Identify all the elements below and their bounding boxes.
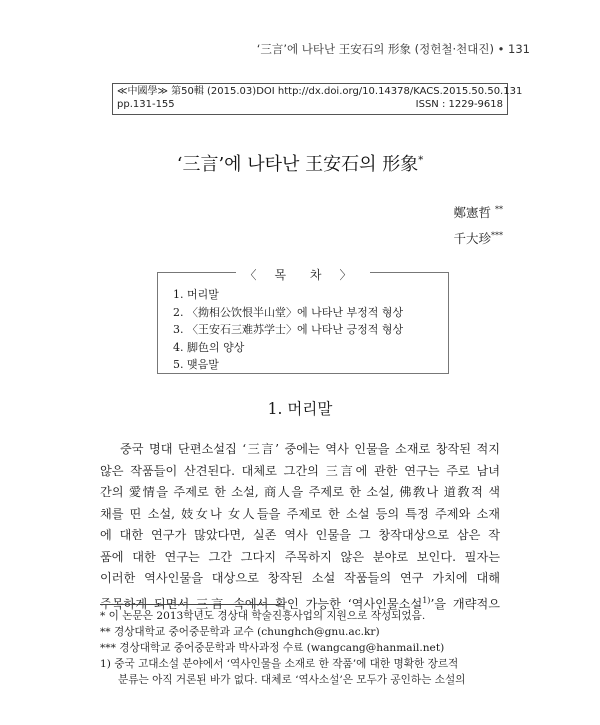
- doi-link[interactable]: DOI http://dx.doi.org/10.14378/KACS.2015.50.50.131: [256, 86, 523, 97]
- footnote-ref[interactable]: 1): [422, 595, 431, 605]
- toc-heading-text: 〈 목 차 〉: [236, 268, 369, 282]
- running-header: ‘三言’에 나타난 王安石의 形象 (정헌철·천대진) • 131: [256, 42, 530, 56]
- paper-title: [0, 150, 600, 176]
- body-line: 않은 작품들이 산견된다. 대체로 그간의 三言에 관한 연구는 주로 남녀: [100, 463, 500, 478]
- body-line: 이러한 역사인물을 대상으로 창작된 소설 작품들의 연구 가치에 대해: [100, 571, 500, 585]
- footnote-divider: [100, 604, 285, 605]
- section-heading: 1. 머리말: [267, 400, 333, 418]
- title-footnote-mark: *: [418, 155, 424, 166]
- body-line-part: 주목하게 되면서 三言 속에서 확인 가능한 ‘역사인물소설: [100, 596, 423, 611]
- body-paragraph: [100, 439, 500, 615]
- toc-list: [173, 286, 403, 374]
- author-name: 鄭憲哲: [453, 205, 492, 221]
- author: [453, 198, 503, 224]
- toc-item: 2. 〈拗相公饮恨半山堂〉에 나타난 부정적 형상: [173, 305, 404, 319]
- body-line: 간의 愛情을 주제로 한 소설, 商人을 주제로 한 소설, 佛敎나 道敎적 색: [100, 485, 500, 499]
- footnote-continuation: 분류는 아직 거론된 바가 없다. 대체로 ‘역사소설’은 모두가 공인하는 소설의: [118, 674, 466, 686]
- footnote: *** 경상대학교 중어중문학과 박사과정 수료 (wangcang@hanmail.net): [100, 642, 445, 654]
- publication-info-box: [112, 83, 523, 115]
- author-list: [453, 198, 503, 250]
- body-line: 품에 대한 연구는 그간 그다지 주목하지 않은 분야로 보인다. 필자는: [100, 549, 500, 564]
- toc-item: 5. 맺음말: [173, 358, 219, 371]
- toc-item: 4. 脚色의 양상: [173, 340, 245, 354]
- page-range: pp.131-155: [117, 99, 175, 110]
- footnote: ** 경상대학교 중어중문학과 교수 (chunghch@gnu.ac.kr): [100, 626, 380, 638]
- toc-heading-label: 목 차: [267, 268, 340, 282]
- toc-item: 1. 머리말: [173, 288, 219, 301]
- footnote: 1) 중국 고대소설 분야에서 ‘역사인물을 소재로 한 작품’에 대한 명확한 장르적: [100, 658, 459, 670]
- body-line: 채를 띤 소설, 妓女나 女人들을 주제로 한 소설 등의 특정 주제와 소재: [100, 506, 500, 521]
- footnote: * 이 논문은 2013학년도 경상대 학술진흥사업의 지원으로 작성되었음.: [100, 610, 426, 622]
- body-line: 에 대한 연구가 많았다면, 실존 역사 인물을 그 창작대상으로 삼은 작: [100, 528, 500, 542]
- journal-issue: ≪中國學≫ 第50輯 (2015.03): [117, 86, 257, 97]
- issn: ISSN : 1229-9618: [415, 99, 503, 110]
- paper-title-text: ‘三言’에 나타난 王安石의 形象: [176, 154, 419, 175]
- body-line: 중국 명대 단편소설집 ‘三言’ 중에는 역사 인물을 소재로 창작된 적지: [120, 442, 500, 456]
- footnotes: [100, 608, 500, 688]
- author-footnote-mark: **: [495, 205, 503, 214]
- author-footnote-mark: ***: [491, 231, 503, 241]
- toc-item: 3. 〈王安石三难苏学士〉에 나타난 긍정적 형상: [173, 323, 404, 336]
- publication-info-row-1: [117, 85, 523, 98]
- publication-info-row-2: [117, 98, 503, 111]
- table-of-contents: [157, 268, 449, 374]
- author: [453, 224, 503, 250]
- toc-heading: [158, 264, 448, 283]
- body-line-part: ’을 개략적으: [430, 596, 500, 611]
- author-name: 千大珍: [453, 231, 491, 247]
